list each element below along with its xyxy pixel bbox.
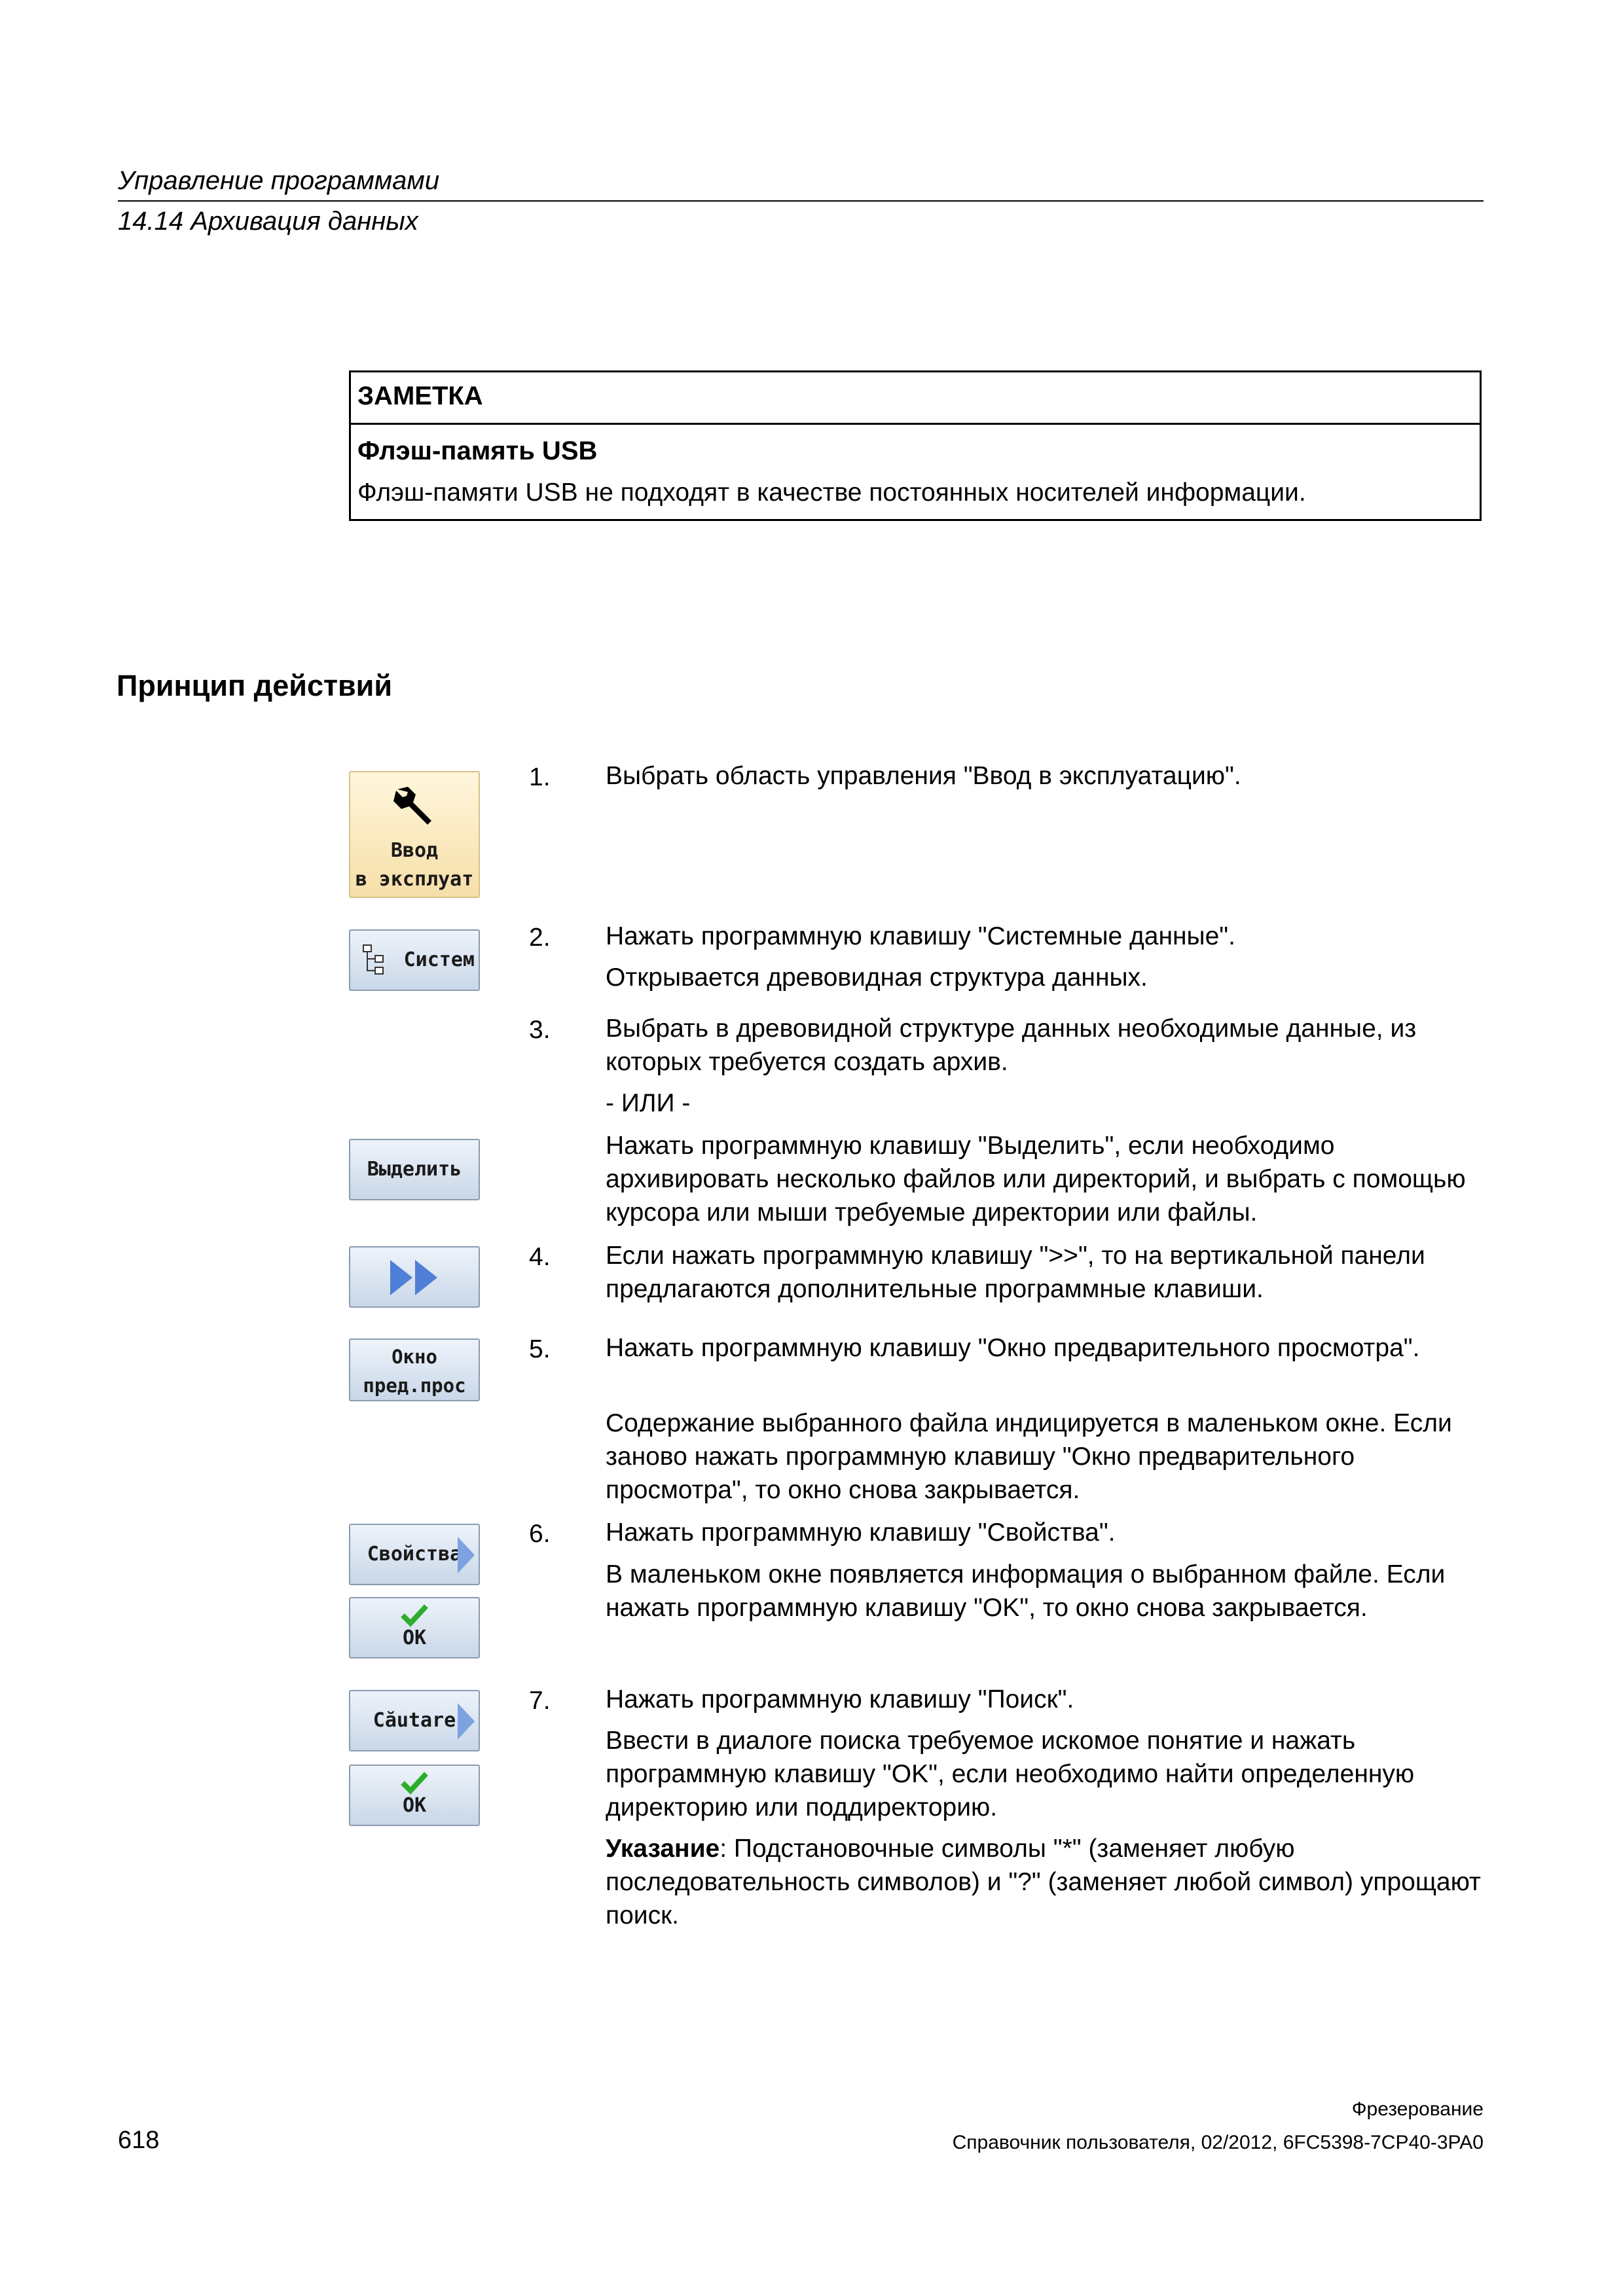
header-rule: [118, 200, 1484, 202]
step-number: 6.: [529, 1520, 551, 1548]
step-5-line-2: Содержание выбранного файла индицируется в маленьком окне. Если заново нажать программную клавишу "Окно предварительного просмотра", то окно снова закрывается.: [606, 1409, 1452, 1504]
step-4-line-1: Если нажать программную клавишу ">>", то на вертикальной панели предлагаются дополнительные программные клавиши.: [606, 1242, 1425, 1303]
ok-softkey-2: [349, 1765, 480, 1826]
more-softkeys-softkey: [349, 1246, 480, 1308]
checkmark-icon: [400, 1604, 429, 1627]
arrow-right-icon: [458, 1703, 475, 1740]
note-heading: ЗАМЕТКА: [351, 372, 1480, 425]
commissioning-label-2: в эксплуат: [355, 868, 474, 891]
step-number: 5.: [529, 1335, 551, 1363]
section-title: Принцип действий: [117, 669, 392, 702]
select-softkey: [349, 1139, 480, 1200]
step-3-or: - ИЛИ -: [606, 1089, 691, 1117]
page-number: 618: [118, 2126, 160, 2154]
ok-label: OK: [402, 1626, 427, 1649]
step-number: 7.: [529, 1687, 551, 1715]
arrow-right-icon: [458, 1537, 475, 1573]
preview-label-2: пред.прос: [363, 1374, 466, 1397]
step-1-line-1: Выбрать область управления "Ввод в эксплуатацию".: [606, 762, 1241, 790]
system-data-label: Систем: [403, 948, 475, 971]
step-2-line-1: Нажать программную клавишу "Системные данные".: [606, 922, 1235, 950]
double-chevron-right-icon: [385, 1255, 444, 1300]
commissioning-softkey: [349, 771, 480, 898]
hint-paragraph: [606, 1832, 1486, 1932]
footer-manual-info: Справочник пользователя, 02/2012, 6FC5398-7CP40-3PA0: [952, 2132, 1484, 2153]
system-data-softkey: [349, 929, 480, 991]
tree-structure-icon: [362, 944, 386, 977]
step-2-line-2: Открывается древовидная структура данных.: [606, 963, 1148, 992]
hint-label: Указание: [606, 1835, 720, 1863]
properties-label: Свойства: [367, 1543, 462, 1566]
running-header-chapter: Управление программами: [118, 166, 440, 195]
step-5-line-1: Нажать программную клавишу "Окно предварительного просмотра".: [606, 1334, 1420, 1362]
ok-softkey: [349, 1597, 480, 1659]
commissioning-label-1: Ввод: [390, 839, 439, 862]
wrench-icon: [388, 780, 441, 833]
step-6-line-1: Нажать программную клавишу "Свойства".: [606, 1518, 1116, 1547]
note-text: Флэш-памяти USB не подходят в качестве постоянных носителей информации.: [357, 478, 1306, 507]
search-softkey: [349, 1690, 480, 1751]
step-number: 3.: [529, 1016, 551, 1044]
step-7-line-1: Нажать программную клавишу "Поиск".: [606, 1685, 1074, 1713]
footer-title: Фрезерование: [1351, 2098, 1484, 2120]
preview-window-softkey: [349, 1338, 480, 1401]
search-label: Căutare: [373, 1709, 456, 1732]
running-header-section: 14.14 Архивация данных: [118, 207, 418, 236]
step-7-line-2: Ввести в диалоге поиска требуемое искомое понятие и нажать программную клавишу "OK", если необходимо найти определенную директорию или поддиректорию.: [606, 1727, 1415, 1821]
note-subtitle: Флэш-память USB: [357, 437, 598, 465]
step-3-line-1: Выбрать в древовидной структуре данных необходимые данные, из которых требуется создать архив.: [606, 1014, 1417, 1076]
step-number: 4.: [529, 1243, 551, 1271]
step-3-line-2: Нажать программную клавишу "Выделить", если необходимо архивировать несколько файлов или директорий, и выбрать с помощью курсора или мыши требуемые директории или файлы.: [606, 1132, 1466, 1227]
checkmark-icon: [400, 1771, 429, 1795]
ok-label: OK: [402, 1794, 427, 1817]
preview-label-1: Окно: [392, 1346, 437, 1368]
hint-text: : Подстановочные символы "*" (заменяет любую последовательность символов) и "?" (заменяет любой символ) упрощают поиск.: [606, 1835, 1481, 1929]
step-number: 2.: [529, 924, 551, 952]
properties-softkey: [349, 1524, 480, 1585]
step-number: 1.: [529, 763, 551, 791]
note-box: [349, 370, 1482, 521]
step-6-line-2: В маленьком окне появляется информация о выбранном файле. Если нажать программную клавишу "OK", то окно снова закрывается.: [606, 1560, 1446, 1622]
select-label: Выделить: [367, 1158, 462, 1181]
